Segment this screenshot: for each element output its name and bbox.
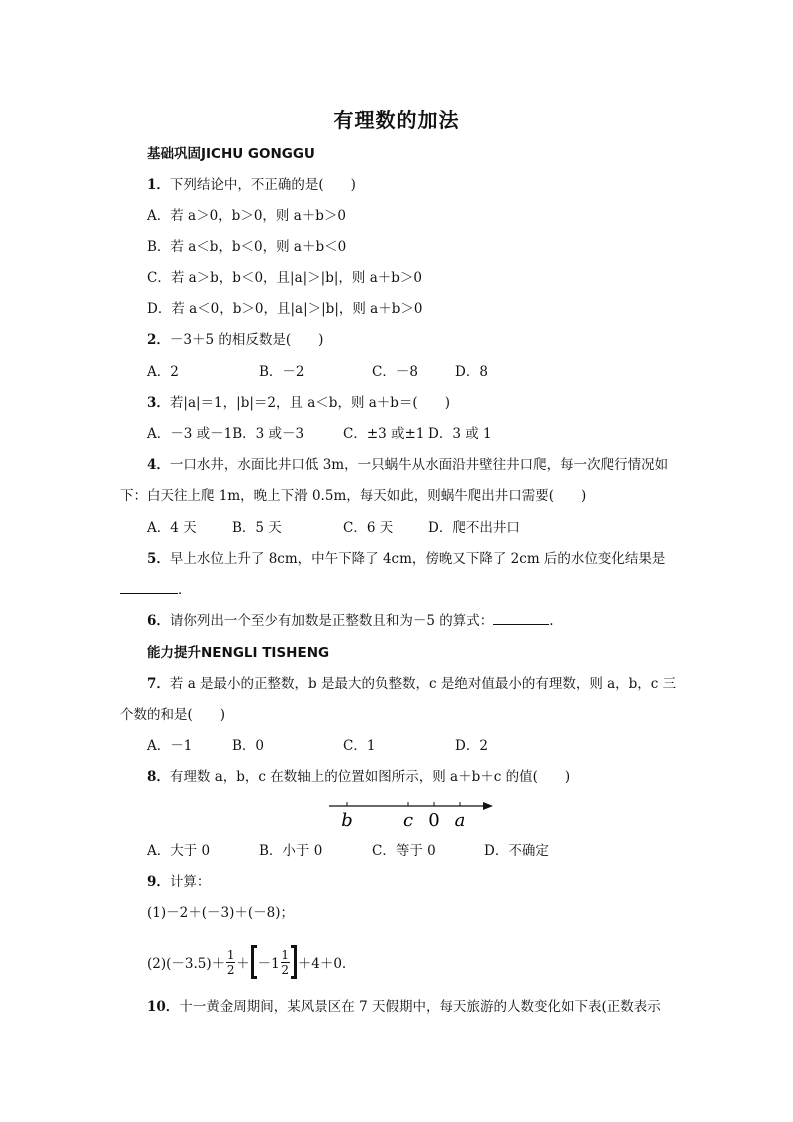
blank-end-mark: ． — [178, 582, 192, 598]
question-7-line2: 个数的和是( ) — [120, 707, 226, 723]
answer-blank — [493, 612, 549, 625]
fraction-numerator: 1 — [281, 947, 290, 962]
fraction-half — [226, 948, 235, 977]
q1-option-d: D．若 a＜0，b＞0，且|a|＞|b|，则 a＋b＞0 — [147, 301, 423, 317]
question-9 — [147, 873, 210, 891]
question-10 — [147, 998, 661, 1016]
q1-option-b: B．若 a＜b，b＜0，则 a＋b＜0 — [147, 239, 347, 255]
question-2 — [147, 331, 323, 349]
question-4 — [147, 456, 668, 474]
label-b: b — [341, 810, 353, 831]
question-stem: 若|a|＝1，|b|＝2，且 a＜b，则 a＋b＝( ) — [169, 395, 450, 411]
question-stem-line1: 一口水井，水面比井口低 3m，一只蜗牛从水面沿井壁往井口爬，每一次爬行情况如 — [169, 457, 669, 473]
mixed-whole: －1 — [257, 956, 280, 972]
question-number: 10． — [147, 999, 180, 1015]
question-3 — [147, 394, 450, 412]
mixed-fraction — [281, 948, 290, 977]
fraction-denominator: 2 — [226, 962, 235, 977]
number-line-arrowhead — [483, 802, 493, 810]
section-heading-advanced: 能力提升NENGLI TISHENG — [147, 645, 330, 661]
q8-option-d: D．不确定 — [484, 843, 549, 859]
q2-option-c: C．－8 — [372, 364, 418, 380]
q9-part-1: (1)－2＋(－3)＋(－8)； — [147, 905, 294, 921]
q2-option-d: D．8 — [455, 364, 488, 380]
q8-option-b: B．小于 0 — [259, 843, 323, 859]
question-number: 1． — [147, 177, 170, 193]
blank-end-mark: . — [549, 613, 554, 629]
question-stem-line1: 若 a 是最小的正整数，b 是最大的负整数，c 是绝对值最小的有理数，则 a，b，c 三 — [169, 676, 677, 692]
q3-option-c: C．±3 或±1 — [343, 426, 425, 442]
question-stem: －3＋5 的相反数是( ) — [169, 332, 324, 348]
question-stem-line1: 早上水位上升了 8cm，中午下降了 4cm，傍晚又下降了 2cm 后的水位变化结果是 — [169, 551, 666, 567]
q7-option-c: C．1 — [343, 738, 376, 754]
label-zero: 0 — [428, 810, 440, 831]
q8-option-c: C．等于 0 — [372, 843, 436, 859]
q4-option-d: D．爬不出井口 — [428, 520, 520, 536]
number-line-figure — [325, 796, 500, 832]
question-8 — [147, 768, 570, 786]
page-title: 有理数的加法 — [333, 108, 460, 132]
q7-option-d: D．2 — [455, 738, 488, 754]
q9-part-2 — [147, 938, 346, 986]
question-stem: 下列结论中，不正确的是( ) — [169, 177, 356, 193]
question-number: 5． — [147, 551, 170, 567]
question-number: 2． — [147, 332, 170, 348]
question-5-line2 — [120, 581, 192, 599]
question-1 — [147, 176, 356, 194]
question-6 — [147, 612, 554, 630]
expr-end: ＋4＋0. — [297, 956, 347, 972]
fraction-numerator: 1 — [226, 947, 235, 962]
question-5 — [147, 550, 665, 568]
q2-option-a: A．2 — [147, 364, 179, 380]
question-number: 4． — [147, 457, 170, 473]
question-stem: 计算： — [169, 874, 211, 890]
label-a: a — [454, 810, 466, 831]
mixed-number — [258, 948, 290, 977]
q1-option-c: C．若 a＞b，b＜0，且|a|＞|b|，则 a＋b＞0 — [147, 270, 422, 286]
q3-option-d: D．3 或 1 — [428, 426, 492, 442]
plus-sign: ＋ — [236, 956, 250, 972]
section-heading-basic: 基础巩固JICHU GONGGU — [147, 146, 315, 162]
label-c: c — [402, 810, 414, 831]
fraction-denominator: 2 — [281, 962, 290, 977]
q1-option-a: A．若 a＞0，b＞0，则 a＋b＞0 — [147, 208, 346, 224]
right-bracket — [291, 945, 297, 979]
question-number: 6． — [147, 613, 170, 629]
left-bracket — [251, 945, 257, 979]
q2-option-b: B．－2 — [259, 364, 305, 380]
q8-option-a: A．大于 0 — [147, 843, 211, 859]
answer-blank — [120, 581, 178, 594]
question-number: 3． — [147, 395, 170, 411]
expr-start: (2)(－3.5)＋ — [147, 956, 226, 972]
question-7 — [147, 675, 676, 693]
q3-option-ab: A．－3 或－1B．3 或－3 — [147, 426, 305, 442]
question-stem: 有理数 a，b，c 在数轴上的位置如图所示，则 a＋b＋c 的值( ) — [169, 769, 571, 785]
q4-option-a: A．4 天 — [147, 520, 197, 536]
question-number: 7． — [147, 676, 170, 692]
question-number: 8． — [147, 769, 170, 785]
question-number: 9． — [147, 874, 170, 890]
q7-option-a: A．－1 — [147, 738, 193, 754]
question-stem: 请你列出一个至少有加数是正整数且和为－5 的算式： — [169, 613, 494, 629]
question-4-line2: 下：白天往上爬 1m，晚上下滑 0.5m，每天如此，则蜗牛爬出井口需要( ) — [120, 488, 587, 504]
q7-option-b: B．0 — [232, 738, 265, 754]
q4-option-c: C．6 天 — [343, 520, 394, 536]
question-stem-line1: 十一黄金周期间，某风景区在 7 天假期中，每天旅游的人数变化如下表(正数表示 — [179, 999, 661, 1015]
q4-option-b: B．5 天 — [232, 520, 282, 536]
